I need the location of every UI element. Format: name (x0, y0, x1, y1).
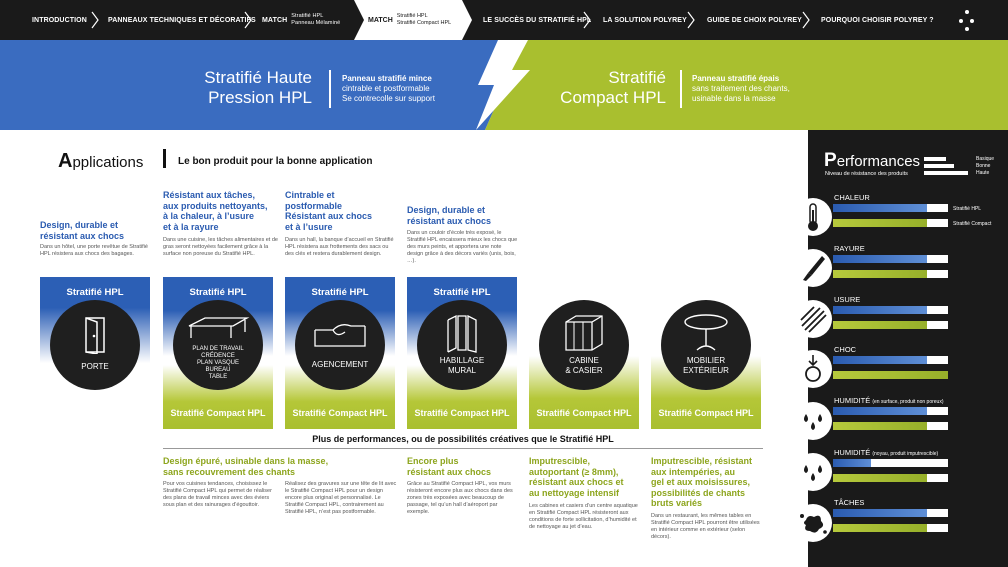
product-card-plan-de-travail[interactable] (163, 277, 273, 429)
product-hpl-label: Stratifié HPL (189, 287, 247, 298)
perf-key-hpl: Stratifié HPL (953, 206, 982, 212)
nav-item-panneaux[interactable]: PANNEAUX TECHNIQUES ET DÉCORATIFS (108, 16, 256, 24)
product-compact-label: Stratifié Compact HPL (658, 408, 754, 418)
nav-item-match-melamine[interactable]: MATCH Stratifié HPL Panneau Mélaminé (262, 13, 341, 26)
hpl-col-heading: Cintrable et postformable Résistant aux chocs et à l’usure (285, 190, 373, 232)
nav-item-guide[interactable]: GUIDE DE CHOIX POLYREY (707, 16, 802, 24)
water-drops-icon (794, 402, 832, 440)
perf-bar-hpl (833, 306, 948, 314)
top-navigation (0, 0, 1008, 40)
product-card-porte[interactable] (40, 277, 150, 400)
chevron-right-icon (686, 11, 696, 29)
chevron-right-icon (582, 11, 592, 29)
compact-col-heading: Imputrescible, résistant aux intempéries, au gel et aux moisissures, possibilités de chants bruts variés (651, 456, 753, 508)
product-compact-label: Stratifié Compact HPL (170, 408, 266, 418)
legend-label: Haute (976, 170, 990, 176)
perf-bar-hpl (833, 459, 948, 467)
applications-subtitle: Le bon produit pour la bonne application (178, 156, 373, 167)
chevron-right-icon (801, 11, 811, 29)
product-circle (417, 300, 507, 390)
perf-bar-hpl (833, 356, 948, 364)
legend-bar-haute (924, 171, 968, 175)
perf-bar-compact (833, 524, 948, 532)
product-card-habillage-mural[interactable] (407, 277, 517, 429)
chevron-right-icon (243, 11, 253, 29)
perf-icon-circle (794, 453, 832, 491)
hpl-col-text: Dans un couloir d’école très exposé, le Stratifié HPL encaissera mieux les chocs que des murs peints, et apportera une note design grâce à des décors variés (unis, bois, …). (407, 230, 518, 264)
perf-key-compact: Stratifié Compact (953, 221, 992, 227)
compact-col-heading: Design épuré, usinable dans la masse, sans recouvrement des chants (163, 456, 329, 477)
product-hpl-label: Stratifié HPL (311, 287, 369, 298)
product-card-cabine-casier[interactable] (529, 277, 639, 429)
product-circle (661, 300, 751, 390)
compact-banner-description: Panneau stratifié épais sans traitement des chants, usinable dans la masse (692, 74, 790, 103)
banner-background (0, 40, 1008, 130)
perf-bar-compact (833, 270, 948, 278)
product-label: PLAN DE TRAVAIL CRÉDENCE PLAN VASQUE BUREAU TABLE (192, 346, 244, 380)
product-hpl-label: Stratifié HPL (433, 287, 491, 298)
product-circle (173, 300, 263, 390)
nav-item-introduction[interactable]: INTRODUCTION (32, 16, 87, 24)
product-circle (295, 300, 385, 390)
compact-col-text: Réalisez des gravures sur une tête de lit avec le Stratifié Compact HPL pour un design encore plus original et personnalisé. Le Stratifié Compact HPL, contrairement au Stratifié HPL, n’est pas postformable. (285, 481, 397, 515)
comparison-banner (0, 40, 1008, 130)
product-label: CABINE & CASIER (565, 356, 603, 375)
hpl-col-text: Dans une cuisine, les tâches alimentaires et de gras seront nettoyées facilement grâce à la surface non poreuse du Stratifié HPL. (163, 237, 278, 257)
perf-label-chaleur: CHALEUR (834, 193, 870, 202)
impact-ball-icon (794, 350, 832, 388)
legend-bar-bonne (924, 164, 954, 168)
thermometer-icon (794, 198, 832, 236)
perf-icon-circle (794, 300, 832, 338)
perf-label-choc: CHOC (834, 345, 857, 354)
compact-col-text: Pour vos cuisines tendances, choisissez le Stratifié Compact HPL qui permet de réaliser des plans de travail minces avec des éviers sous plan et des rainurages d’égouttoir. (163, 481, 272, 508)
perf-label-humidite-surface: HUMIDITÉ (en surface, produit non poreux) (834, 396, 944, 405)
legend-label: Bonne (976, 163, 991, 169)
product-label: AGENCEMENT (311, 360, 369, 369)
wall-cladding-icon (444, 312, 480, 354)
product-circle (539, 300, 629, 390)
door-icon (83, 316, 107, 354)
performances-title: Performances (824, 150, 921, 171)
perf-bar-compact (833, 422, 948, 430)
perf-label-taches: TÂCHES (834, 498, 865, 507)
compact-section-title: Plus de performances, ou de possibilités créatives que le Stratifié HPL (312, 434, 614, 444)
applications-title: Applications (58, 150, 144, 172)
water-drops-core-icon (794, 453, 832, 491)
reception-desk-icon (311, 316, 369, 350)
nav-item-solution[interactable]: LA SOLUTION POLYREY (603, 16, 687, 24)
product-label: HABILLAGE MURAL (439, 356, 485, 375)
product-hpl-label: Stratifié HPL (66, 287, 124, 298)
banner-separator (329, 70, 331, 108)
nav-item-pourquoi[interactable]: POURQUOI CHOISIR POLYREY ? (821, 16, 934, 24)
perf-bar-compact (833, 371, 948, 379)
perf-icon-circle (794, 504, 832, 542)
worktop-icon (185, 314, 251, 340)
performances-subtitle: Niveau de résistance des produits (825, 171, 908, 177)
wear-scratch-icon (794, 300, 832, 338)
hpl-col-text: Dans un hall, la banque d’accueil en Stratifié HPL résistera aux frottements des sacs ou des clés et restera durablement design. (285, 237, 394, 257)
perf-icon-circle (794, 402, 832, 440)
perf-icon-circle (794, 350, 832, 388)
hpl-col-heading: Résistant aux tâches, aux produits nettoyants, à la chaleur, à l’usure et à la rayure (163, 190, 268, 232)
chevron-right-icon (90, 11, 100, 29)
perf-bar-hpl (833, 255, 948, 263)
hpl-col-heading: Design, durable et résistant aux chocs (40, 220, 125, 241)
perf-bar-compact (833, 219, 948, 227)
hpl-banner-description: Panneau stratifié mince cintrable et postformable Se contrecolle sur support (342, 74, 435, 103)
performances-panel (808, 130, 1008, 567)
perf-bar-hpl (833, 407, 948, 415)
compact-col-text: Dans un restaurant, les mêmes tables en Stratifié Compact HPL pourront être utilisées en intérieur comme en extérieur (selon décors). (651, 513, 760, 540)
divider (163, 448, 763, 449)
perf-label-rayure: RAYURE (834, 244, 865, 253)
product-circle (50, 300, 140, 390)
title-separator (163, 149, 166, 168)
perf-label-usure: USURE (834, 295, 861, 304)
perf-bar-compact (833, 474, 948, 482)
product-compact-label: Stratifié Compact HPL (414, 408, 510, 418)
compact-col-text: Les cabines et casiers d’un centre aquatique en Stratifié Compact HPL résisteront aux conditions de forte sollicitation, d’humidité et de nettoyage au jet d’eau. (529, 503, 638, 530)
compact-col-heading: Imputrescible, autoportant (≥ 8mm), résistant aux chocs et au nettoyage intensif (529, 456, 624, 498)
compact-banner-title: Stratifié Compact HPL (560, 68, 666, 107)
product-compact-label: Stratifié Compact HPL (536, 408, 632, 418)
compact-col-heading: Encore plus résistant aux chocs (407, 456, 492, 477)
perf-icon-circle (794, 198, 832, 236)
compact-col-text: Grâce au Stratifié Compact HPL, vos murs résisteront encore plus aux chocs dans des zones très exposées avec beaucoup de passage, tel qu’un hall d’aéroport par exemple. (407, 481, 513, 515)
nav-item-succes[interactable]: LE SUCCÈS DU STRATIFIÉ HPL (483, 16, 592, 24)
product-label: MOBILIER EXTÉRIEUR (683, 356, 729, 375)
perf-label-humidite-noyau: HUMIDITÉ (noyau, produit imputrescible) (834, 448, 939, 457)
product-compact-label: Stratifié Compact HPL (292, 408, 388, 418)
perf-icon-circle (794, 249, 832, 287)
product-card-mobilier-exterieur[interactable] (651, 277, 761, 429)
legend-bar-basique (924, 157, 946, 161)
hpl-col-heading: Design, durable et résistant aux chocs (407, 205, 492, 226)
hpl-col-text: Dans un hôtel, une porte revêtue de Stratifié HPL résistera aux chocs des bagages. (40, 244, 148, 257)
product-card-agencement[interactable] (285, 277, 395, 429)
legend-label: Basique (976, 156, 995, 162)
dots-menu-icon[interactable] (956, 8, 976, 32)
hpl-banner-title: Stratifié Haute Pression HPL (204, 68, 312, 107)
stain-splash-icon (794, 504, 832, 542)
perf-bar-hpl (833, 204, 948, 212)
knife-icon (794, 249, 832, 287)
banner-separator (680, 70, 682, 108)
nav-item-match-compact[interactable]: MATCH Stratifié HPL Stratifié Compact HPL (368, 13, 452, 26)
cabin-locker-icon (562, 312, 606, 352)
perf-bar-compact (833, 321, 948, 329)
perf-bar-hpl (833, 509, 948, 517)
product-label: PORTE (81, 362, 109, 371)
outdoor-table-icon (681, 312, 731, 352)
